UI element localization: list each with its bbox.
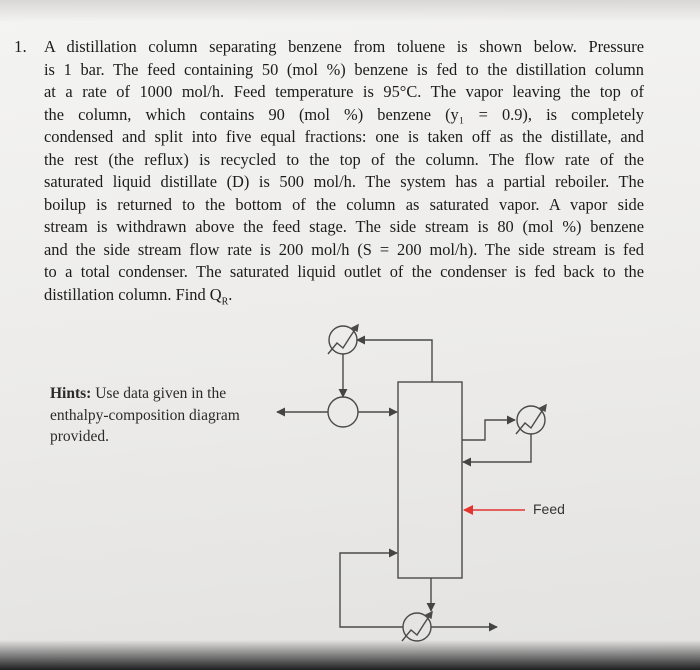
- problem-line: the rest (the reflux) is recycled to the top of the column. The flow rate of the: [44, 149, 644, 169]
- hints-label: Hints:: [50, 385, 92, 402]
- problem-line: the column, which contains 90 (mol %) benzene (y₁ = 0.9), is completely: [44, 104, 644, 124]
- feed-label: Feed: [533, 501, 565, 517]
- side-draw-line: [462, 420, 515, 440]
- find-subscript: R: [221, 295, 229, 307]
- problem-line: and the side stream flow rate is 200 mol/h (S = 200 mol/h). The side stream is fed: [44, 239, 644, 259]
- problem-line: saturated liquid distillate (D) is 500 mol/h. The system has a partial reboiler. The: [44, 172, 644, 191]
- reboiler-icon: [402, 612, 432, 641]
- side-condenser-icon: [516, 405, 546, 434]
- page-shadow-bottom: [0, 640, 700, 670]
- overhead-vapor-line: [357, 340, 432, 382]
- distillation-column: [398, 382, 462, 578]
- hints-line: enthalpy-composition diagram: [50, 406, 240, 424]
- problem-line: stream is withdrawn above the feed stage. The side stream is 80 (mol %) benzene: [44, 217, 644, 236]
- top-condenser-icon: [328, 325, 358, 354]
- find-text: distillation column. Find Q: [44, 284, 222, 304]
- problem-line: to a total condenser. The saturated liquid outlet of the condenser is fed back to the: [44, 262, 644, 281]
- reflux-splitter: [328, 397, 358, 427]
- problem-line: is 1 bar. The feed containing 50 (mol %) benzene is fed to the distillation column: [44, 59, 644, 79]
- problem-line: condensed and split into five equal fractions: one is taken off as the distillate, and: [44, 127, 644, 146]
- side-return-line: [463, 434, 531, 462]
- question-number: 1.: [14, 37, 27, 56]
- find-period: .: [228, 284, 233, 304]
- boilup-line: [340, 553, 403, 627]
- hints-text: Use data given in the: [91, 385, 227, 402]
- hints-line: provided.: [50, 428, 109, 445]
- problem-line: at a rate of 1000 mol/h. Feed temperature is 95°C. The vapor leaving the top of: [44, 82, 644, 101]
- problem-line: A distillation column separating benzene from toluene is shown below. Pressure: [44, 37, 644, 56]
- problem-line: boilup is returned to the bottom of the column as saturated vapor. A vapor side: [44, 194, 644, 214]
